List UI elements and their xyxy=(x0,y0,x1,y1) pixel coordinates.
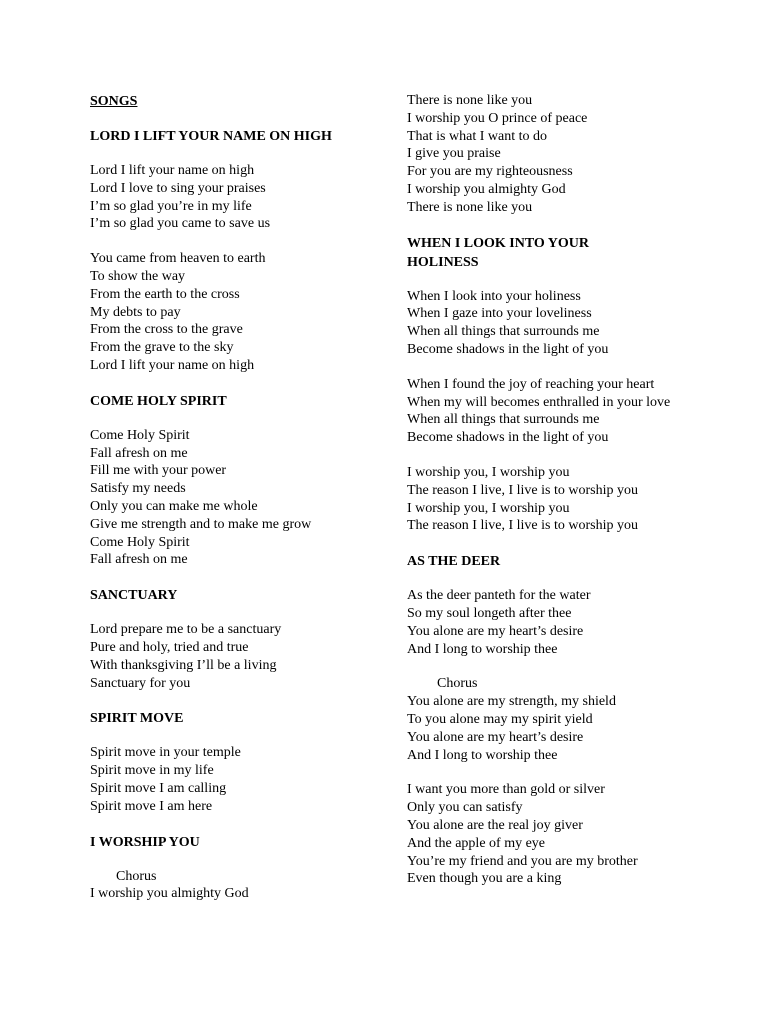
lyric-line: I worship you almighty God xyxy=(90,886,249,902)
lyric-line: I worship you, I worship you xyxy=(407,500,570,516)
stanza xyxy=(90,744,390,815)
stanza xyxy=(90,162,390,233)
lyric-line: The reason I live, I live is to worship you xyxy=(407,518,638,534)
lyric-line: To show the way xyxy=(90,268,186,284)
lyric-line: Become shadows in the light of you xyxy=(407,430,609,446)
stanza xyxy=(407,781,697,888)
lyric-line: Only you can make me whole xyxy=(90,498,258,514)
lyric-line: When all things that surrounds me xyxy=(407,412,600,428)
song-heading: COME HOLY SPIRIT xyxy=(90,393,227,409)
song-spirit-move xyxy=(90,709,390,815)
lyric-line: Even though you are a king xyxy=(407,871,562,887)
lyric-line: For you are my righteousness xyxy=(407,164,573,180)
song-heading: LORD I LIFT YOUR NAME ON HIGH xyxy=(90,129,332,144)
lyric-line: You alone are the real joy giver xyxy=(407,817,583,833)
lyric-line: You alone are my strength, my shield xyxy=(407,694,616,710)
song-heading: SANCTUARY xyxy=(90,588,178,604)
lyric-line: I worship you, I worship you xyxy=(407,464,570,480)
lyric-line: I’m so glad you came to save us xyxy=(90,216,271,232)
song-when-i-look-into-your-holiness xyxy=(407,234,697,536)
lyric-line: Pure and holy, tried and true xyxy=(90,639,249,655)
lyric-line: You came from heaven to earth xyxy=(90,251,266,267)
stanza xyxy=(407,587,697,658)
chorus-stanza xyxy=(407,675,697,764)
lyric-line: When I found the joy of reaching your heart xyxy=(407,376,655,392)
lyric-line: Spirit move in your temple xyxy=(90,745,241,761)
stanza xyxy=(90,250,390,375)
lyric-line: Fall afresh on me xyxy=(90,445,188,461)
lyric-line: Lord prepare me to be a sanctuary xyxy=(90,622,282,638)
lyric-line: Come Holy Spirit xyxy=(90,534,190,550)
lyric-line: There is none like you xyxy=(407,199,533,215)
lyric-line: You’re my friend and you are my brother xyxy=(407,853,638,869)
song-heading: AS THE DEER xyxy=(407,554,501,570)
song-i-worship-you xyxy=(90,833,390,904)
lyric-line: I worship you O prince of peace xyxy=(407,110,588,126)
lyric-line: To you alone may my spirit yield xyxy=(407,711,593,727)
lyric-line: I want you more than gold or silver xyxy=(407,782,605,798)
lyric-line: The reason I live, I live is to worship you xyxy=(407,482,638,498)
lyric-line: Lord I lift your name on high xyxy=(90,163,255,178)
lyric-line: There is none like you xyxy=(407,93,533,108)
lyric-line: Spirit move I am calling xyxy=(90,780,227,796)
lyric-line: From the cross to the grave xyxy=(90,322,243,338)
stanza xyxy=(90,427,390,569)
lyric-line: When my will becomes enthralled in your love xyxy=(407,394,671,410)
stanza xyxy=(407,288,697,359)
stanza xyxy=(407,376,697,447)
lyric-line: I’m so glad you’re in my life xyxy=(90,198,252,214)
lyric-line: Lord I love to sing your praises xyxy=(90,180,266,196)
song-sanctuary xyxy=(90,586,390,692)
lyric-line: When I gaze into your loveliness xyxy=(407,306,592,322)
lyric-line: Spirit move I am here xyxy=(90,798,213,814)
chorus-label: Chorus xyxy=(437,676,478,692)
song-heading: WHEN I LOOK INTO YOUR HOLINESS xyxy=(407,235,590,270)
chorus-label: Chorus xyxy=(116,868,157,884)
lyric-line: And the apple of my eye xyxy=(407,835,546,851)
left-column xyxy=(90,92,390,920)
song-heading: I WORSHIP YOU xyxy=(90,834,200,850)
lyric-line: And I long to worship thee xyxy=(407,747,558,763)
lyric-line: From the earth to the cross xyxy=(90,286,240,302)
song-come-holy-spirit xyxy=(90,392,390,569)
document-title: SONGS xyxy=(90,94,138,109)
lyric-line: As the deer panteth for the water xyxy=(407,588,591,604)
lyric-line: Lord I lift your name on high xyxy=(90,357,255,373)
lyric-line: When all things that surrounds me xyxy=(407,324,600,340)
lyric-line: I worship you almighty God xyxy=(407,181,566,197)
lyric-line: You alone are my heart’s desire xyxy=(407,729,584,745)
lyric-line: My debts to pay xyxy=(90,304,181,320)
lyric-line: Give me strength and to make me grow xyxy=(90,516,312,532)
lyric-line: Come Holy Spirit xyxy=(90,427,190,443)
lyric-line: When I look into your holiness xyxy=(407,288,581,304)
lyric-line: Fill me with your power xyxy=(90,463,227,479)
lyric-line: Only you can satisfy xyxy=(407,800,523,816)
lyric-line: Become shadows in the light of you xyxy=(407,341,609,357)
lyric-line: From the grave to the sky xyxy=(90,340,234,356)
song-heading: SPIRIT MOVE xyxy=(90,711,184,727)
lyric-line: I give you praise xyxy=(407,146,501,162)
lyric-line: With thanksgiving I’ll be a living xyxy=(90,657,277,673)
right-column xyxy=(407,92,697,905)
lyric-line: So my soul longeth after thee xyxy=(407,605,572,621)
lyric-line: Satisfy my needs xyxy=(90,481,186,497)
lyric-line: You alone are my heart’s desire xyxy=(407,623,584,639)
lyric-line: That is what I want to do xyxy=(407,128,547,144)
stanza xyxy=(407,464,697,535)
continued-stanza xyxy=(407,92,697,217)
lyric-line: Fall afresh on me xyxy=(90,552,188,568)
stanza xyxy=(90,621,390,692)
song-as-the-deer xyxy=(407,552,697,888)
lyric-line: And I long to worship thee xyxy=(407,641,558,657)
lyric-line: Spirit move in my life xyxy=(90,763,214,779)
song-lord-i-lift-your-name xyxy=(90,127,390,375)
lyric-line: Sanctuary for you xyxy=(90,675,191,691)
stanza xyxy=(90,868,390,904)
